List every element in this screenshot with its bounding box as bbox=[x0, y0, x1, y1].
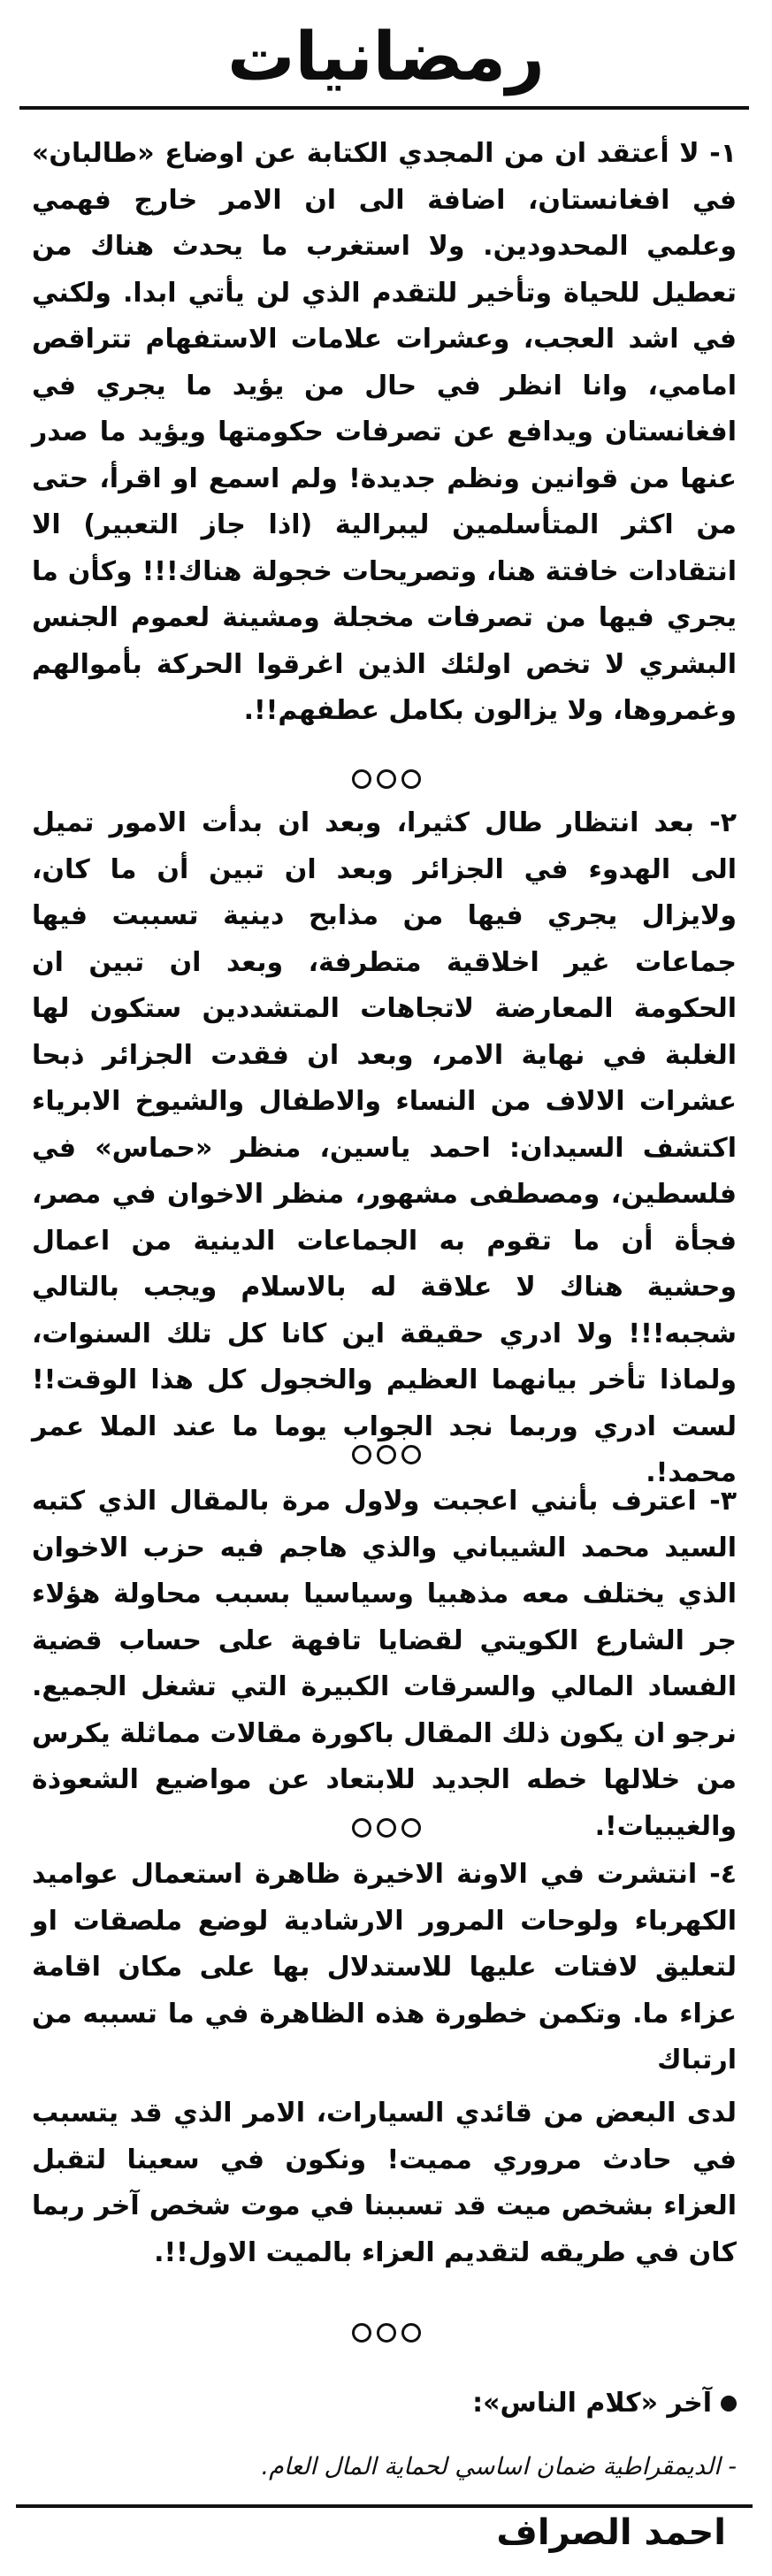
paragraph-4a-text: ٤- انتشرت في الاونة الاخيرة ظاهرة استعمال عواميد الكهرباء ولوحات المرور الارشادية لوضع ملصقات او لتعليق لافتات عليها للاستدلال بها على مكان اقامة عزاء ما. وتكمن خطورة هذه الظاهرة في ما تسببه من ارتباك bbox=[32, 1859, 737, 2075]
separator-circle-icon bbox=[401, 1445, 421, 1464]
separator-circle-icon bbox=[401, 1818, 421, 1838]
paragraph-4b-text: لدى البعض من قائدي السيارات، الامر الذي قد يتسبب في حادث مروري مميت! ونكون في سعينا لتقبل العزاء بشخص ميت قد تسببنا في موت شخص آخر ربما كان في طريقه لتقديم العزاء بالميت الاول!!. bbox=[32, 2098, 737, 2268]
section-separator-2 bbox=[0, 1445, 772, 1464]
paragraph-2-text: ٢- بعد انتظار طال كثيرا، وبعد ان بدأت الامور تميل الى الهدوء في الجزائر وبعد ان تبين أن ما كان، ولايزال يجري فيها من مذابح دينية تسببت فيها جماعات غير اخلاقية متطرفة، وبعد ان تبين ان الحكومة المعارضة لاتجاهات المتشددين ستكون لها الغلبة في نهاية الامر، وبعد ان فقدت الجزائر ذبحا عشرات الالاف من النساء والاطفال والشيوخ الابرياء اكتشف السيدان: احمد ياسين، منظر «حماس» في فلسطين، ومصطفى مشهور، منظر الاخوان في مصر، فجأة أن ما تقوم به الجماعات الدينية من اعمال وحشية هناك لا علاقة له بالاسلام ويجب بالتالي شجبه!!! ولا ادري حقيقة اين كانا كل تلك السنوات، ولماذا تأخر بيانهما العظيم والخجول كل هذا الوقت!! لست ادري وربما نجد الجواب يوما ما عند الملا عمر محمد!. bbox=[32, 807, 737, 1488]
section-separator-1 bbox=[0, 769, 772, 789]
paragraph-2 bbox=[32, 800, 737, 1497]
header-divider bbox=[19, 106, 749, 110]
separator-circle-icon bbox=[352, 769, 371, 789]
separator-circle-icon bbox=[377, 1818, 396, 1838]
separator-circle-icon bbox=[401, 2323, 421, 2343]
column-title: رمضانيات bbox=[227, 17, 545, 96]
footer-quote: - الديمقراطية ضمان اساسي لحماية المال العام. bbox=[261, 2453, 737, 2480]
section-separator-4 bbox=[0, 2323, 772, 2343]
paragraph-4a bbox=[32, 1852, 737, 2084]
separator-circle-icon bbox=[377, 1445, 396, 1464]
separator-circle-icon bbox=[352, 2323, 371, 2343]
section-separator-3 bbox=[0, 1818, 772, 1838]
author-name: احمد الصراف bbox=[496, 2512, 726, 2553]
bullet-icon bbox=[721, 2396, 737, 2412]
separator-circle-icon bbox=[377, 2323, 396, 2343]
masthead bbox=[35, 7, 737, 106]
separator-circle-icon bbox=[401, 769, 421, 789]
paragraph-1 bbox=[32, 131, 737, 735]
footer-heading-text: آخر «كلام الناس»: bbox=[472, 2388, 712, 2419]
footer-heading bbox=[472, 2388, 737, 2419]
paragraph-1-text: ١- لا أعتقد ان من المجدي الكتابة عن اوضاع «طالبان» في افغانستان، اضافة الى ان الامر خارج فهمي وعلمي المحدودين. ولا استغرب ما يحدث هناك من تعطيل للحياة وتأخير للتقدم الذي لن يأتي ابدا. ولكني في اشد العجب، وعشرات علامات الاستفهام تتراقص امامي، وانا انظر في حال من يؤيد ما يجري في افغانستان ويدافع عن تصرفات حكومتها ويؤيد ما صدر عنها من قوانين ونظم جديدة! ولم اسمع او اقرأ، حتى من اكثر المتأسلمين ليبرالية (اذا جاز التعبير) الا انتقادات خافتة هنا، وتصريحات خجولة هناك!!! وكأن ما يجري فيها من تصرفات مخجلة ومشينة لعموم الجنس البشري لا تخص اولئك الذين اغرقوا الحركة بأموالهم وغمروها، ولا يزالون بكامل عطفهم!!. bbox=[32, 138, 737, 726]
separator-circle-icon bbox=[352, 1818, 371, 1838]
paragraph-3-text: ٣- اعترف بأنني اعجبت ولاول مرة بالمقال الذي كتبه السيد محمد الشيباني والذي هاجم فيه حزب الاخوان الذي يختلف معه مذهبيا وسياسيا بسبب محاولة هؤلاء جر الشارع الكويتي لقضايا تافهة على حساب قضية الفساد المالي والسرقات الكبيرة التي تشغل الجميع. نرجو ان يكون ذلك المقال باكورة مقالات مماثلة يكرس من خلالها خطه الجديد للابتعاد عن مواضيع الشعوذة والغيبيات!. bbox=[32, 1486, 737, 1842]
author-byline bbox=[16, 2504, 753, 2557]
paragraph-3 bbox=[32, 1479, 737, 1850]
separator-circle-icon bbox=[352, 1445, 371, 1464]
separator-circle-icon bbox=[377, 769, 396, 789]
paragraph-4b bbox=[32, 2091, 737, 2276]
